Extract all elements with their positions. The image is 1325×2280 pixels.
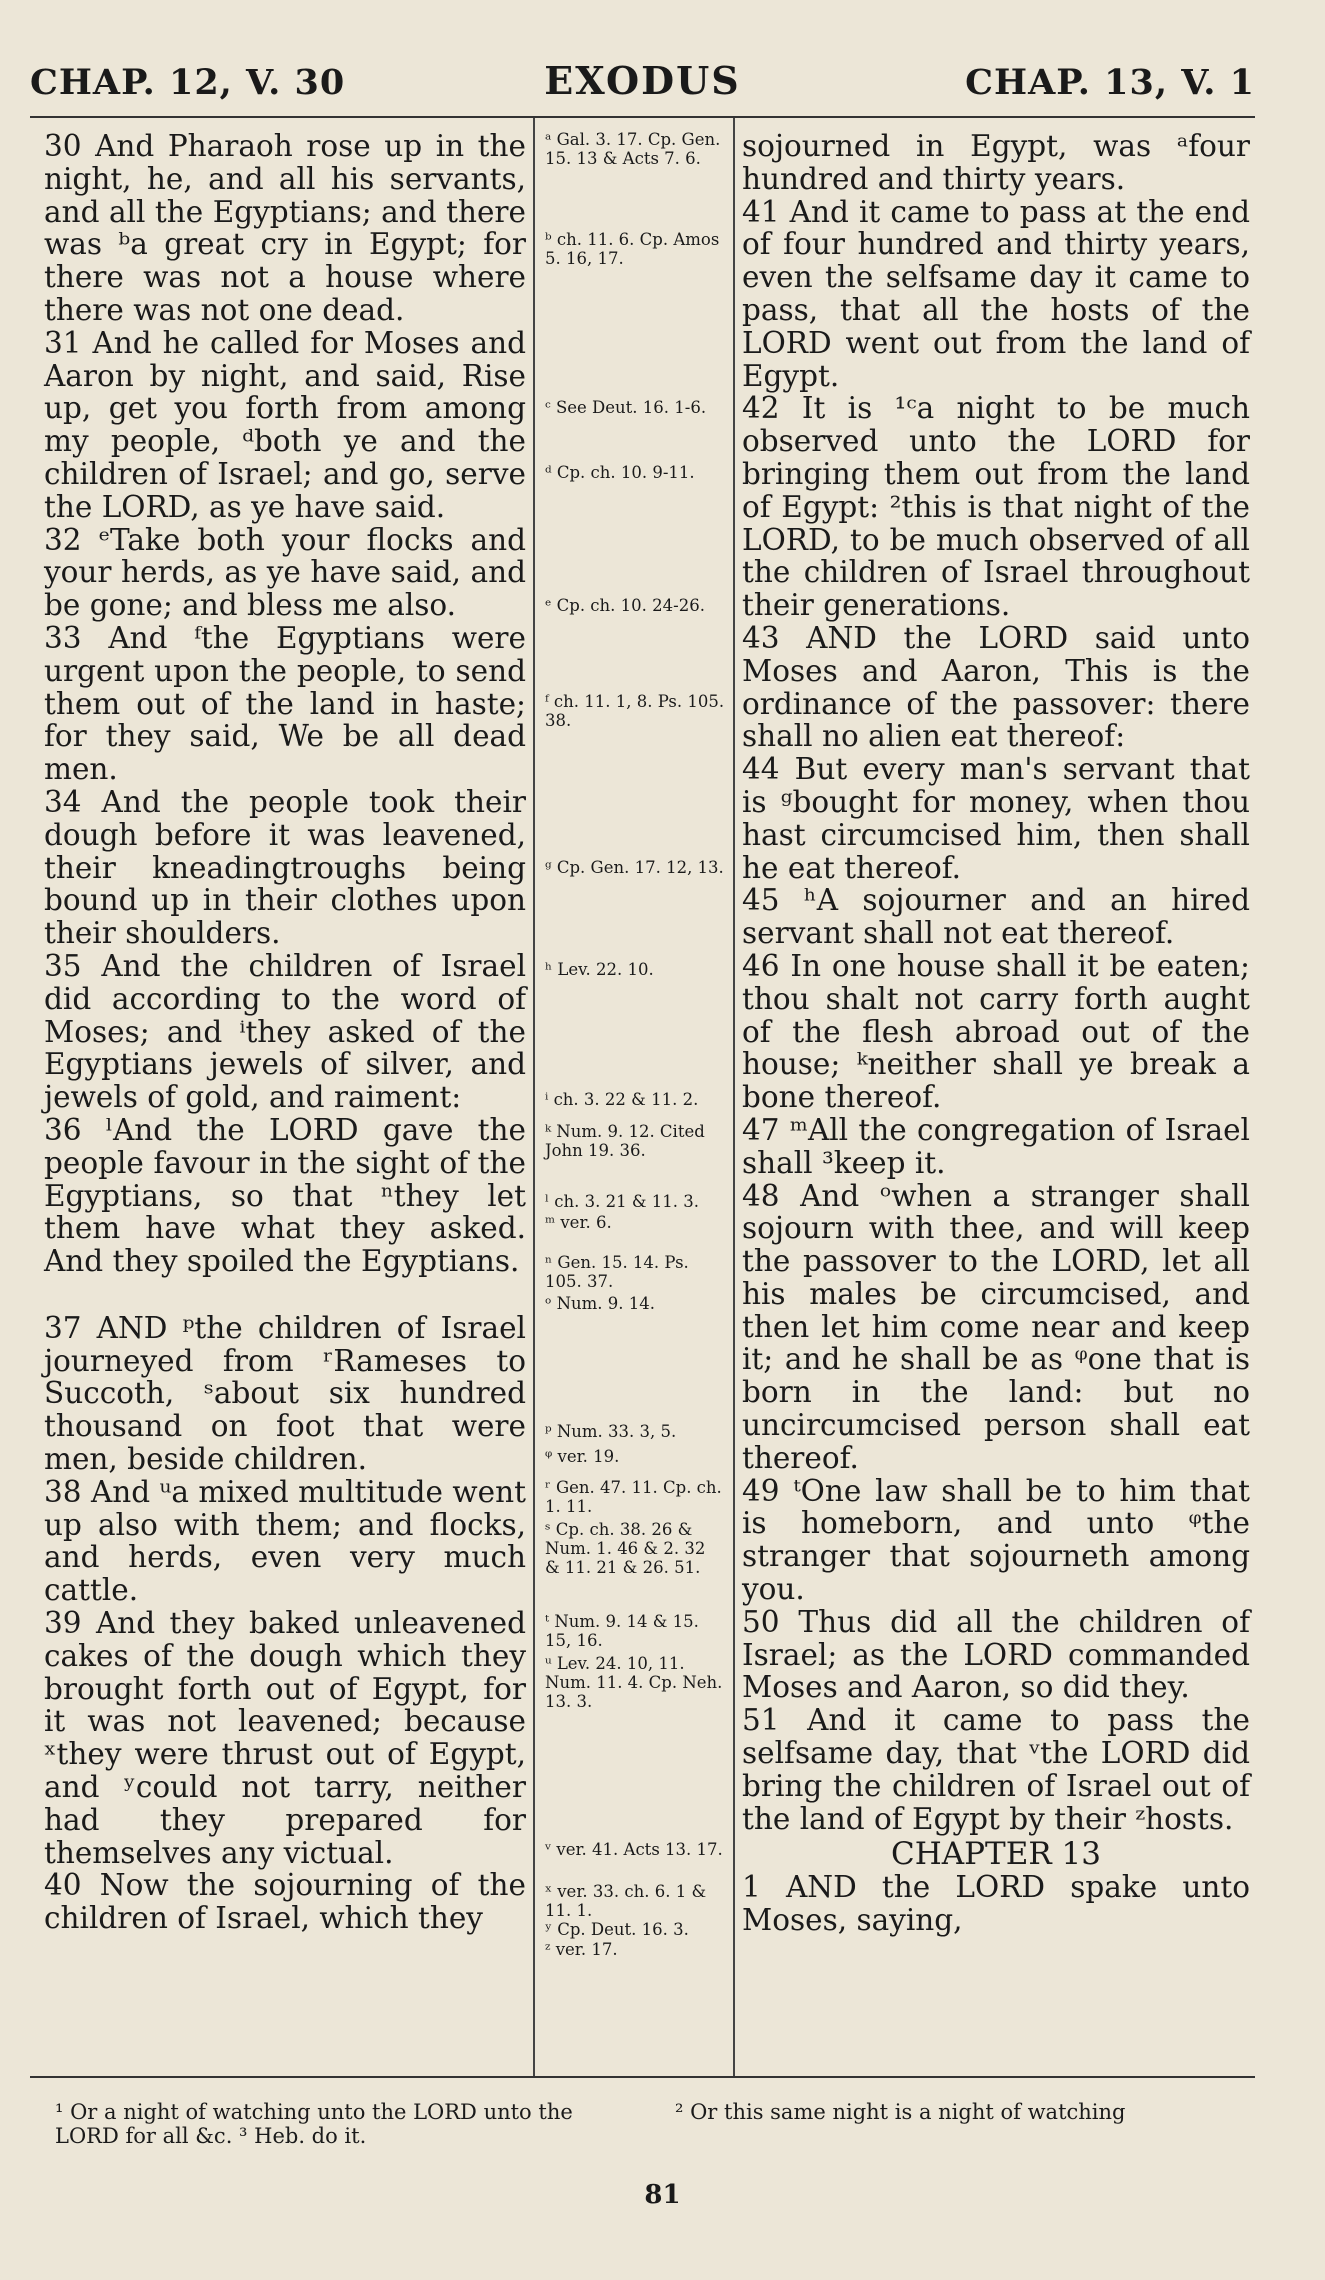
margin-note: ᵗ Num. 9. 14 & 15. 15, 16. — [545, 1612, 699, 1650]
margin-note: ᵃ Gal. 3. 17. Cp. Gen. 15. 13 & Acts 7. 6. — [545, 130, 721, 168]
verse-35: 35 And the children of Israel did according to the word of Moses; and ⁱthey asked of the Egyptians jewels of silver, and jewels of gold, and raiment: — [44, 948, 526, 1115]
chapter-13-verse-1: 1 AND the LORD spake unto Moses, saying, — [742, 1870, 1250, 1938]
verse-47: 47 ᵐAll the congregation of Israel shall ³keep it. — [742, 1112, 1250, 1180]
margin-note: ʰ Lev. 22. 10. — [545, 960, 654, 979]
verse-51: 51 And it came to pass the selfsame day, that ᵛthe LORD did bring the children of Israel out of the land of Egypt by their ᶻhosts. — [742, 1703, 1250, 1836]
margin-note: ᵖ Num. 33. 3, 5. — [545, 1422, 677, 1441]
verse-42: 42 It is ¹ᶜa night to be much observed unto the LORD for bringing them out from the land of Egypt: ²this is that night of the LORD, to be much observed of all the children of Israel throughout their generations. — [742, 391, 1250, 623]
margin-note: ˣ ver. 33. ch. 6. 1 & 11. 1. — [545, 1882, 707, 1920]
verse-30: 30 And Pharaoh rose up in the night, he, and all his servants, and all the Egyptians; and there was ᵇa great cry in Egypt; for there was not a house where there was not one dead. — [44, 129, 526, 327]
verse-41: 41 And it came to pass at the end of four hundred and thirty years, even the selfsame day it came to pass, that all the hosts of the LORD went out from the land of Egypt. — [742, 194, 1250, 393]
header-right: CHAP. 13, V. 1 — [965, 62, 1255, 103]
verse-49: 49 ᵗOne law shall be to him that is homeborn, and unto ᵠthe stranger that sojourneth among you. — [742, 1473, 1250, 1607]
margin-note: ᵏ Num. 9. 12. Cited John 19. 36. — [545, 1122, 705, 1160]
footnote-rule — [30, 2076, 1255, 2078]
margin-note: ⁿ Gen. 15. 14. Ps. 105. 37. — [545, 1253, 689, 1291]
page-number: 81 — [644, 2180, 681, 2210]
margin-note: ˡ ch. 3. 21 & 11. 3. — [545, 1192, 699, 1211]
margin-note: ᶜ See Deut. 16. 1-6. — [545, 398, 707, 417]
footnote-left: ¹ Or a night of watching unto the LORD unto the LORD for all &c. ³ Heb. do it. — [55, 2100, 573, 2148]
left-column — [44, 130, 526, 1935]
footnote-right: ² Or this same night is a night of watching — [675, 2100, 1126, 2124]
margin-note: ᶠ ch. 11. 1, 8. Ps. 105. 38. — [545, 692, 725, 730]
verse-32: 32 ᵉTake both your flocks and your herds, as ye have said, and be gone; and bless me also. — [44, 522, 526, 623]
verse-46: 46 In one house shall it be eaten; thou shalt not carry forth aught of the flesh abroad out of the house; ᵏneither shall ye break a bone thereof. — [742, 948, 1250, 1115]
margin-note: ᵛ ver. 41. Acts 13. 17. — [545, 1840, 723, 1859]
header-rule — [30, 116, 1255, 118]
verse-36: 36 ˡAnd the LORD gave the people favour in the sight of the Egyptians, so that ⁿthey let them have what they asked. And they spoiled the Egyptians. — [44, 1112, 526, 1279]
verse-50: 50 Thus did all the children of Israel; as the LORD commanded Moses and Aaron, so did they. — [742, 1604, 1250, 1705]
margin-note: ᵇ ch. 11. 6. Cp. Amos 5. 16, 17. — [545, 230, 720, 268]
header-center: EXODUS — [544, 58, 741, 103]
verse-31: 31 And he called for Moses and Aaron by night, and said, Rise up, get you forth from among my people, ᵈboth ye and the children of Israel; and go, serve the LORD, as ye have said. — [44, 325, 526, 524]
verse-38: 38 And ᵘa mixed multitude went up also with them; and flocks, and herds, even very much cattle. — [44, 1474, 526, 1608]
page-header — [30, 58, 1255, 114]
verse-40: 40 Now the sojourning of the children of Israel, which they — [44, 1868, 526, 1936]
margin-note: ᶻ ver. 17. — [545, 1940, 618, 1959]
verse-43: 43 AND the LORD said unto Moses and Aaron, This is the ordinance of the passover: there shall no alien eat thereof: — [742, 620, 1250, 754]
right-column — [742, 130, 1250, 1937]
verse-33: 33 And ᶠthe Egyptians were urgent upon the people, to send them out of the land in haste; for they said, We be all dead men. — [44, 620, 526, 787]
margin-note: ᵠ ver. 19. — [545, 1447, 620, 1466]
header-left: CHAP. 12, V. 30 — [30, 62, 346, 103]
margin-note: ʸ Cp. Deut. 16. 3. — [545, 1920, 689, 1939]
margin-note: ᵈ Cp. ch. 10. 9-11. — [545, 463, 695, 482]
margin-note: ᵐ ver. 6. — [545, 1213, 612, 1232]
margin-note: ᵘ Lev. 24. 10, 11. Num. 11. 4. Cp. Neh. 13. 3. — [545, 1654, 723, 1711]
verse-39: 39 And they baked unleavened cakes of the dough which they brought forth out of Egypt, for it was not leavened; because ˣthey were thrust out of Egypt, and ʸcould not tarry, neither had they prepared for themselves any victual. — [44, 1606, 526, 1870]
margin-note: ᵒ Num. 9. 14. — [545, 1294, 656, 1313]
column-divider-left — [533, 118, 535, 2076]
verse-34: 34 And the people took their dough before it was leavened, their kneadingtroughs being bound up in their clothes upon their shoulders. — [44, 784, 526, 951]
verse-45: 45 ʰA sojourner and an hired servant shall not eat thereof. — [742, 883, 1250, 951]
chapter-heading: CHAPTER 13 — [891, 1836, 1101, 1873]
verse-37: 37 AND ᵖthe children of Israel journeyed from ʳRameses to Succoth, ˢabout six hundred thousand on foot that were men, beside children. — [44, 1310, 526, 1477]
margin-note: ᵍ Cp. Gen. 17. 12, 13. — [545, 858, 724, 877]
column-divider-right — [733, 118, 735, 2076]
margin-note: ʳ Gen. 47. 11. Cp. ch. 1. 11. — [545, 1478, 722, 1516]
verse-40-cont: sojourned in Egypt, was ᵃfour hundred and thirty years. — [742, 129, 1250, 196]
margin-note: ⁱ ch. 3. 22 & 11. 2. — [545, 1090, 699, 1109]
verse-48: 48 And ᵒwhen a stranger shall sojourn with thee, and will keep the passover to the LORD, let all his males be circumcised, and then let him come near and keep it; and he shall be as ᵠone that is born in the land: but no uncircumcised person shall eat thereof. — [742, 1178, 1250, 1475]
verse-44: 44 But every man's servant that is ᵍbought for money, when thou hast circumcised him, then shall he eat thereof. — [742, 752, 1250, 885]
margin-note: ˢ Cp. ch. 38. 26 & Num. 1. 46 & 2. 32 & 11. 21 & 26. 51. — [545, 1520, 706, 1577]
margin-note: ᵉ Cp. ch. 10. 24-26. — [545, 596, 705, 615]
